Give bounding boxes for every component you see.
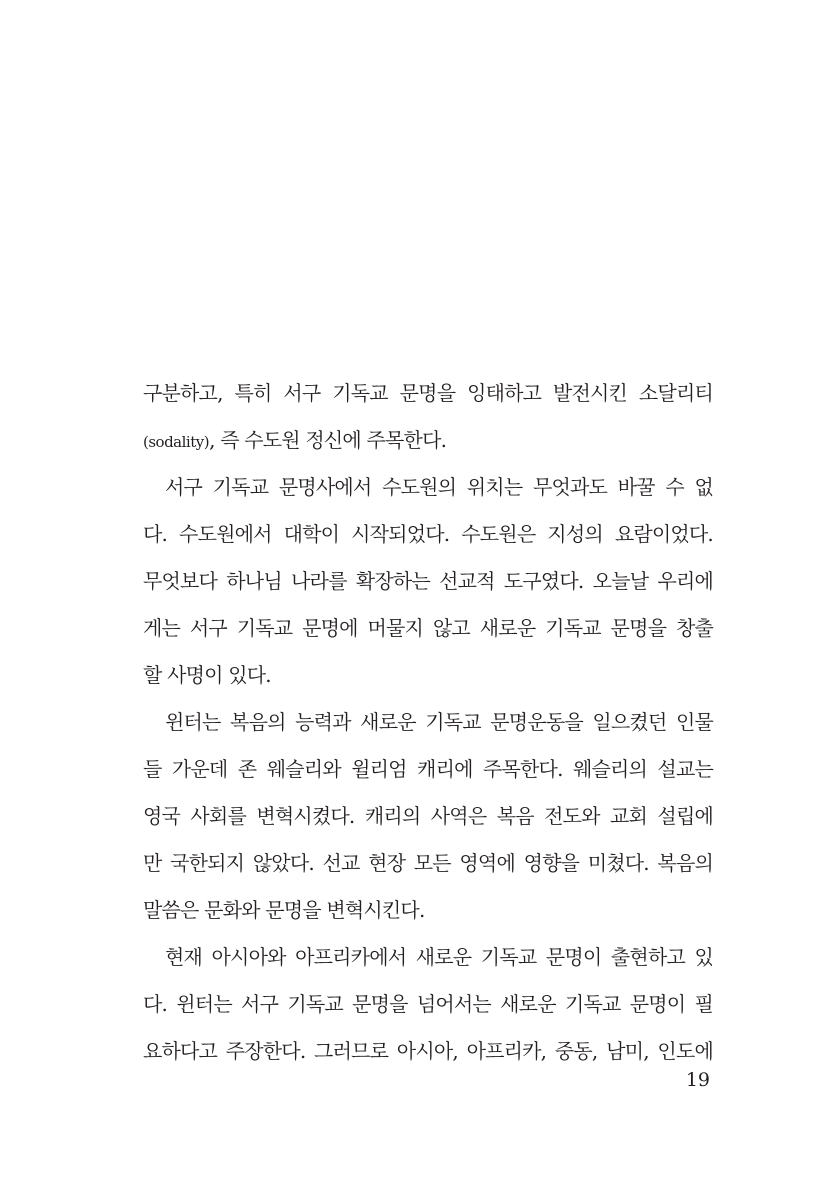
text-line: 서구 기독교 문명사에서 수도원의 위치는 무엇과도 바꿀 수 없 xyxy=(165,475,713,499)
text-line: 게는 서구 기독교 문명에 머물지 않고 새로운 기독교 문명을 창출 xyxy=(143,616,713,640)
text-line: 다. 윈터는 서구 기독교 문명을 넘어서는 새로운 기독교 문명이 필 xyxy=(143,992,713,1016)
text-line: 할 사명이 있다. xyxy=(143,663,271,687)
text-line: 무엇보다 하나님 나라를 확장하는 선교적 도구였다. 오늘날 우리에 xyxy=(143,569,713,593)
text-line: 만 국한되지 않았다. 선교 현장 모든 영역에 영향을 미쳤다. 복음의 xyxy=(143,851,713,875)
latin-term: (sodality) xyxy=(143,433,210,451)
body-text xyxy=(143,370,713,1075)
text-line: 현재 아시아와 아프리카에서 새로운 기독교 문명이 출현하고 있 xyxy=(165,945,713,969)
text-line: 들 가운데 존 웨슬리와 윌리엄 캐리에 주목한다. 웨슬리의 설교는 xyxy=(143,757,713,781)
text-line: 요하다고 주장한다. 그러므로 아시아, 아프리카, 중동, 남미, 인도에 xyxy=(143,1039,713,1063)
text-line: 말씀은 문화와 문명을 변혁시킨다. xyxy=(143,898,425,922)
page-number: 19 xyxy=(685,1069,710,1091)
text-line: 다. 수도원에서 대학이 시작되었다. 수도원은 지성의 요람이었다. xyxy=(143,522,713,546)
text-line: 윈터는 복음의 능력과 새로운 기독교 문명운동을 일으켰던 인물 xyxy=(165,710,713,734)
text-line: 영국 사회를 변혁시켰다. 캐리의 사역은 복음 전도와 교회 설립에 xyxy=(143,804,713,828)
text-line: 구분하고, 특히 서구 기독교 문명을 잉태하고 발전시킨 소달리티 xyxy=(143,381,713,405)
text-line-rest: , 즉 수도원 정신에 주목한다. xyxy=(209,428,447,452)
text-line xyxy=(143,417,713,464)
